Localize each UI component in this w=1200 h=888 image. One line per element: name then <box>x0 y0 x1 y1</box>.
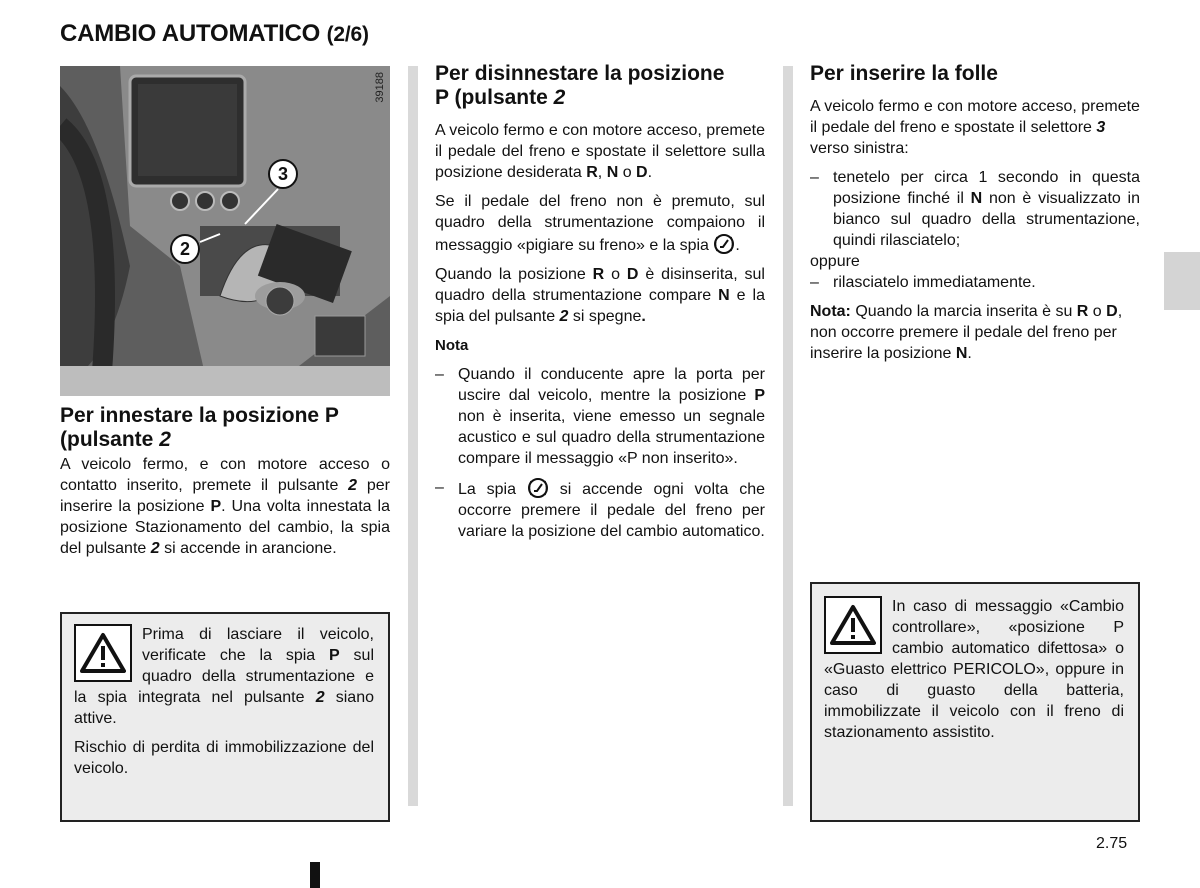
gear-selector-photo <box>60 66 390 396</box>
disinnestare-p1: A veicolo fermo e con motore acceso, premete il pedale del freno e spostate il selettore sulla posizione desiderata R, N o D. <box>435 122 765 181</box>
folle-list <box>810 167 1140 251</box>
warning-left-text: Prima di lasciare il veicolo, verificate che la spia P sul quadro della strumentazione e la spia integrata nel pulsante 2 siano attive. <box>74 626 375 727</box>
title-sub: (2/6) <box>326 23 369 46</box>
list-item: – rilasciatelo immediatamente. <box>810 272 1140 293</box>
section-heading-innestare: Per innestare la posizione P (pulsante 2 <box>60 404 339 451</box>
column-separator <box>783 66 793 806</box>
folle-nota: Nota: Quando la marcia inserita è su R o D, non occorre premere il pedale del freno per inserire la posizione N. <box>810 303 1123 362</box>
folle-p1: A veicolo fermo e con motore acceso, premete il pedale del freno e spostate il selettore 3 verso sinistra: <box>810 98 1140 157</box>
list-item: – Quando il conducente apre la porta per uscire dal veicolo, mentre la posizione P non è inserita, viene emesso un segnale acustico e sul quadro della strumentazione compare il messaggio «P non inserito». <box>435 364 765 469</box>
middle-column <box>435 62 765 542</box>
folle-list-2 <box>810 272 1140 293</box>
brake-pedal-indicator-icon <box>713 233 735 255</box>
innestare-paragraph: A veicolo fermo, e con motore acceso o contatto inserito, premete il pulsante 2 per inserire la posizione P. Una volta innestata la posizione Stazionamento del cambio, la spia del pulsante 2 si accende in arancione. <box>60 456 391 557</box>
title-main: CAMBIO AUTOMATICO <box>60 20 321 47</box>
warning-left-risk: Rischio di perdita di immobilizzazione del veicolo. <box>74 739 374 777</box>
nota-label: Nota <box>435 337 469 354</box>
callout-lines <box>60 66 390 396</box>
left-column <box>60 62 390 559</box>
disinnestare-p2: Se il pedale del freno non è premuto, sul quadro della strumentazione compaiono il messaggio «pigiare su freno» e la spia . <box>435 193 765 254</box>
callout-2: 2 <box>170 234 200 264</box>
right-column <box>810 62 1140 364</box>
warning-triangle-icon <box>824 596 882 654</box>
section-tab <box>1164 252 1200 310</box>
section-heading-disinnestare: Per disinnestare la posizione P (pulsante 2 <box>435 62 725 109</box>
list-item: – La spia si accende ogni volta che occorre premere il pedale del freno per variare la posizione del cambio automatico. <box>435 477 765 542</box>
section-heading-folle: Per inserire la folle <box>810 62 998 85</box>
warning-triangle-icon <box>74 624 132 682</box>
nota-list <box>435 364 765 542</box>
warning-box-right <box>810 582 1140 822</box>
disinnestare-p3: Quando la posizione R o D è disinserita, sul quadro della strumentazione compare N e la spia del pulsante 2 si spegne. <box>435 266 765 325</box>
callout-3: 3 <box>268 159 298 189</box>
list-item: – tenetelo per circa 1 secondo in questa posizione finché il N non è visualizzato in bianco sul quadro della strumentazione, quindi rilasciatelo; <box>810 167 1140 251</box>
page-title <box>60 20 369 48</box>
page-number: 2.75 <box>1096 835 1128 852</box>
photo-reference-number: 39188 <box>374 72 386 103</box>
page-edge-mark <box>310 862 320 888</box>
column-separator <box>408 66 418 806</box>
warning-box-left <box>60 612 390 822</box>
oppure-text: oppure <box>810 253 860 270</box>
warning-right-text: In caso di messaggio «Cambio controllare», «posizione P cambio automatico difettosa» o «Guasto elettrico PERICOLO», oppure in caso di guasto della batteria, immobilizzate il veicolo con il freno di stazionamento assistito. <box>824 598 1124 741</box>
brake-pedal-indicator-icon <box>527 477 549 499</box>
